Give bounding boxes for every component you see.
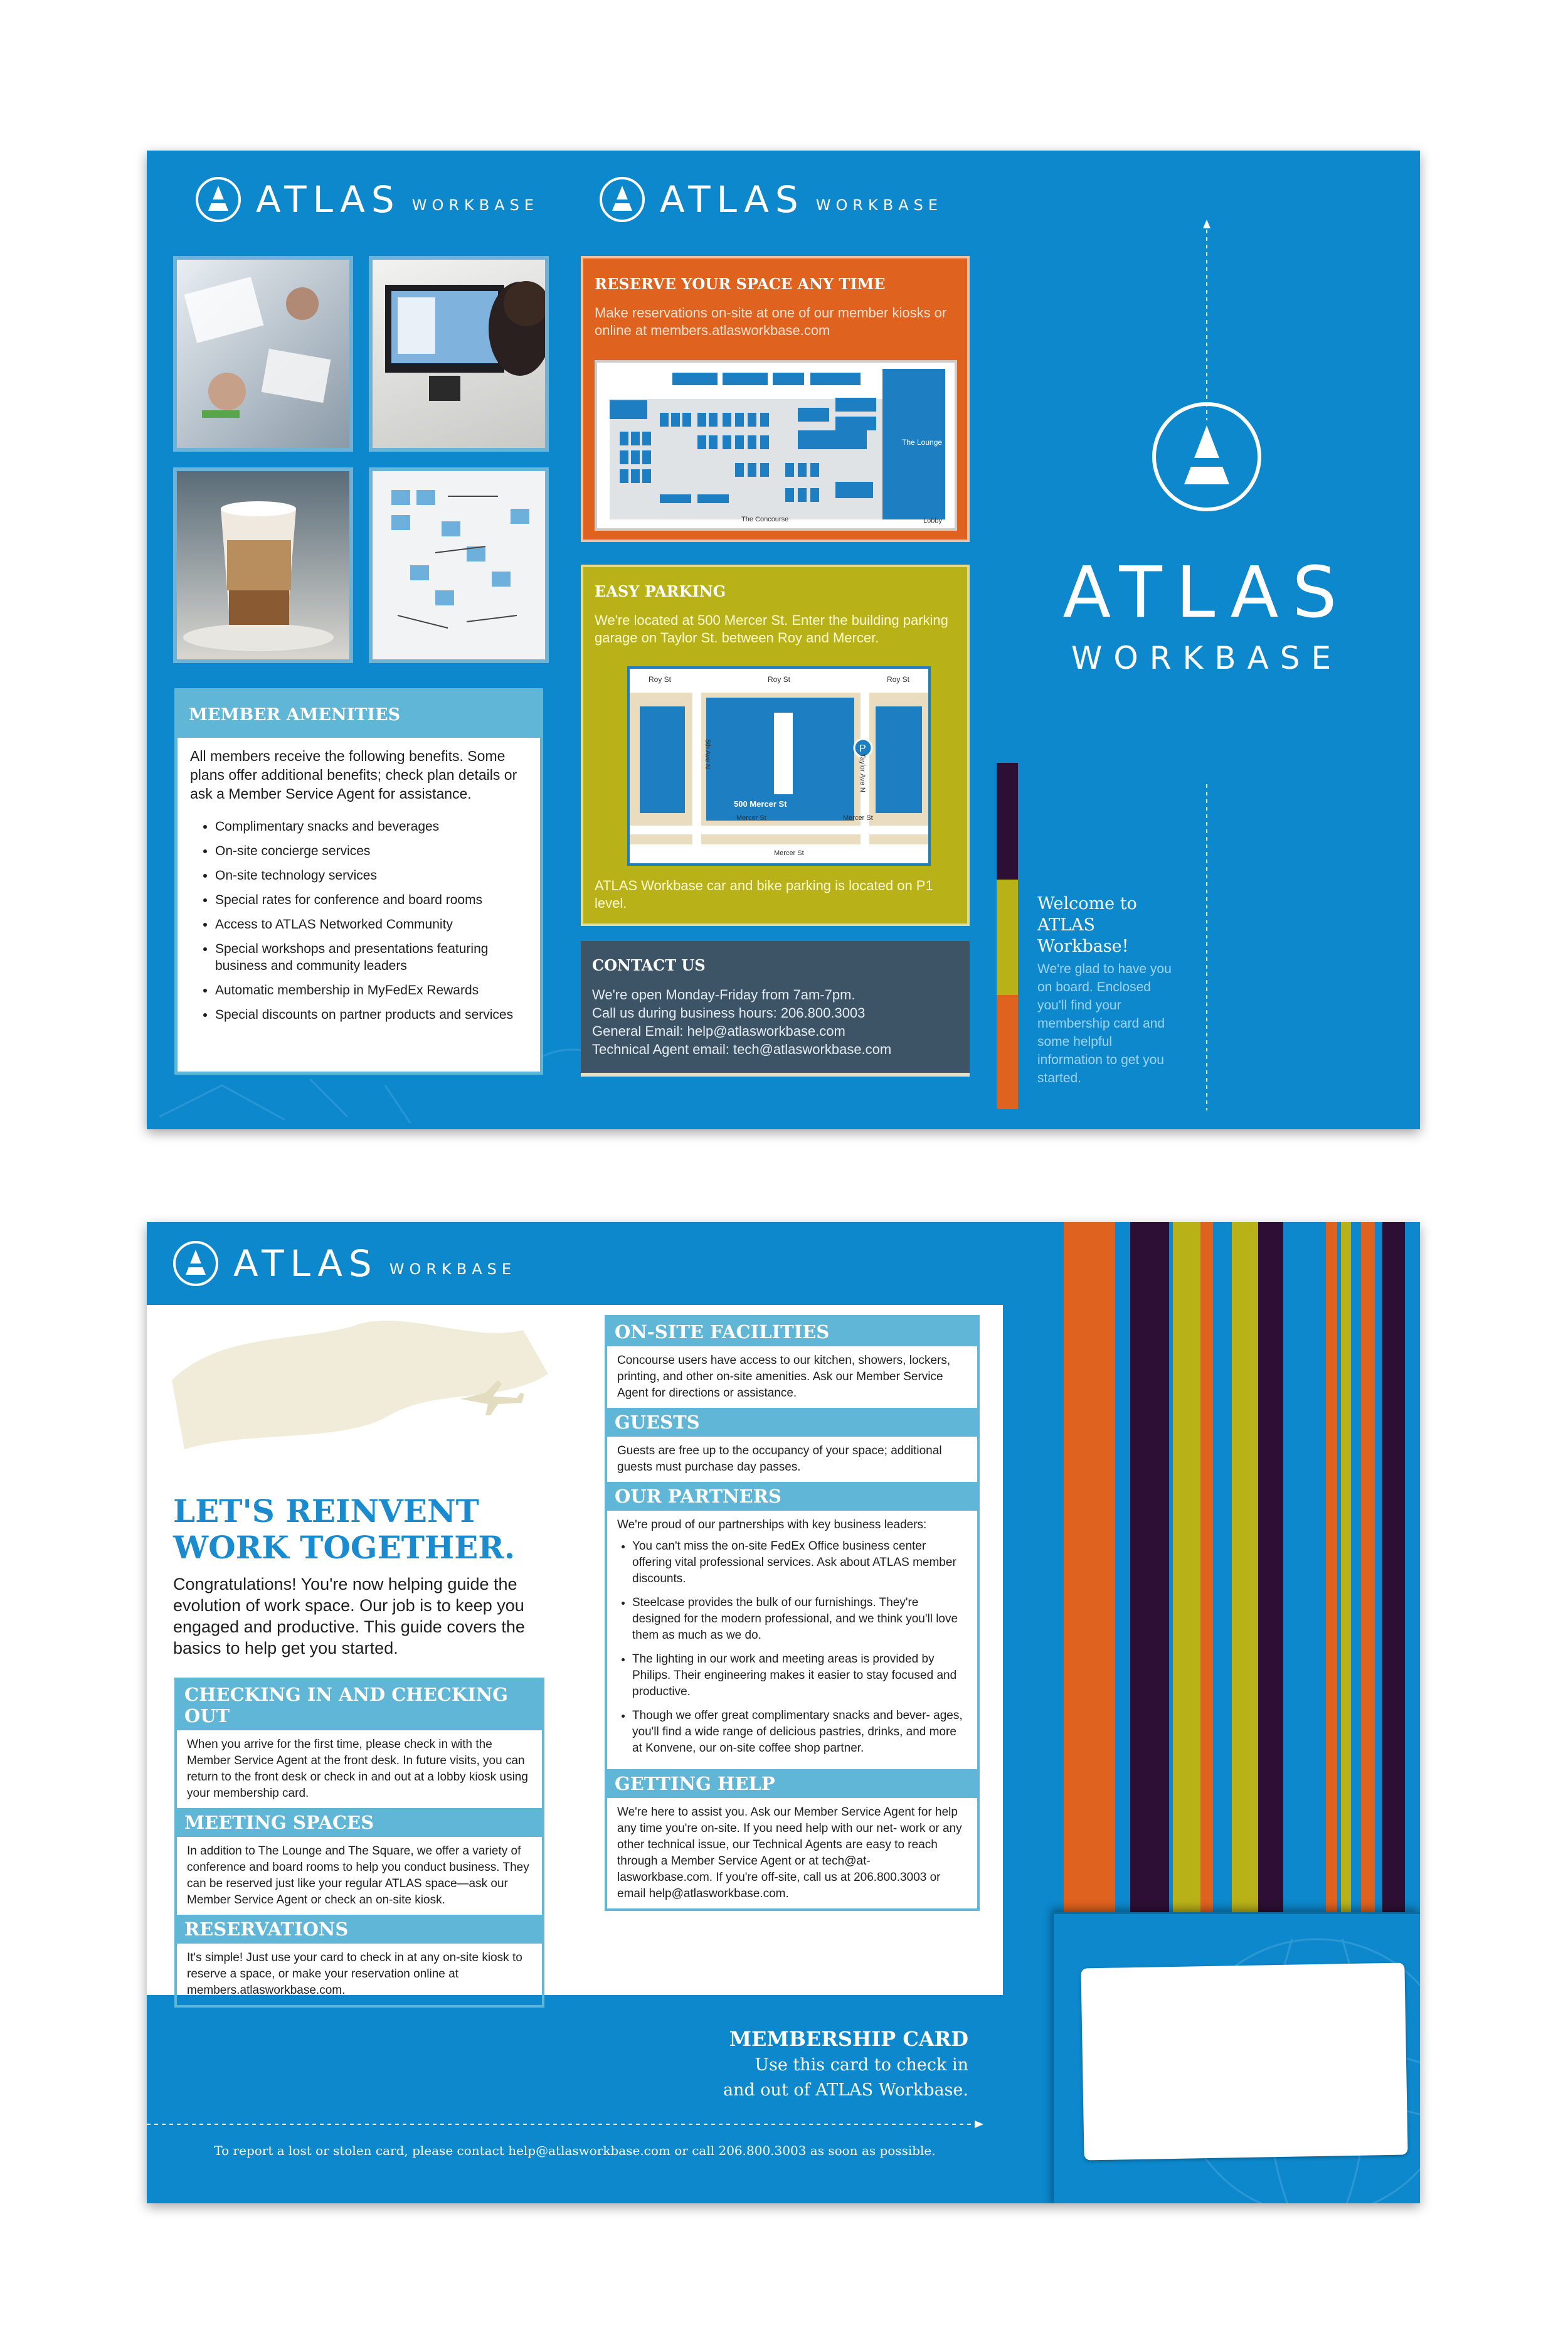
headline-line-2: WORK TOGETHER. bbox=[173, 1529, 516, 1566]
left-sections-box bbox=[174, 1678, 544, 2008]
section-text-help: We're here to assist you. Ask our Member Service Agent for help any time you're on-site. If you need help with our net- work or any other technical issue, our Technical Agents are easy to reach through a Member Service Agent or at tech@at- lasworkbase.com. If you're off-site, call us at 206.800.3003 or email help@atlasworkbase.com. bbox=[617, 1806, 962, 1900]
list-item: • Special workshops and presentations featuring business and community leaders bbox=[215, 940, 527, 974]
parking-title: EASY PARKING bbox=[595, 582, 726, 600]
contact-panel bbox=[581, 941, 970, 1077]
street-label: Mercer St bbox=[774, 849, 804, 857]
section-text-guests: Guests are free up to the occupancy of your space; additional guests must purchase day passes. bbox=[617, 1444, 942, 1474]
headline bbox=[173, 1493, 515, 1566]
floor-plan-drawing bbox=[597, 363, 955, 528]
color-bar bbox=[997, 763, 1018, 1109]
computer-photo bbox=[369, 256, 549, 452]
list-item: • You can't miss the on-site FedEx Office business center offering vital professional services. Ask about ATLAS member discounts. bbox=[632, 1538, 963, 1587]
amenities-list bbox=[177, 818, 540, 1023]
section-text-onsite: Concourse users have access to our kitchen, showers, lockers, printing, and other on-site amenities. Ask our Member Service Agent for directions or assistance. bbox=[617, 1354, 951, 1400]
lost-card-notice: To report a lost or stolen card, please contact help@atlasworkbase.com or call 206.800.3003 as soon as possible. bbox=[214, 2143, 936, 2158]
brochure-front-sheet bbox=[147, 151, 1420, 1129]
list-item: • Automatic membership in MyFedEx Rewards bbox=[215, 982, 527, 999]
section-title-reservations: RESERVATIONS bbox=[177, 1915, 542, 1944]
latte-photo bbox=[173, 467, 353, 663]
parking-footer: ATLAS Workbase car and bike parking is located on P1 level. bbox=[595, 878, 933, 911]
list-item: • Special discounts on partner products and services bbox=[215, 1006, 527, 1023]
contact-lines bbox=[581, 974, 970, 1058]
logo-wordmark: ATLAS bbox=[256, 178, 401, 221]
atlas-logo-left bbox=[194, 176, 539, 223]
meeting-photo bbox=[173, 256, 353, 452]
brochure-back-sheet bbox=[147, 1222, 1420, 2203]
logo-wordmark: ATLAS bbox=[660, 178, 805, 221]
reserve-text: Make reservations on-site at one of our member kiosks or online at members.atlasworkbase.com bbox=[595, 305, 947, 338]
street-label: Roy St bbox=[887, 675, 910, 684]
atlas-mark-icon bbox=[172, 1240, 220, 1287]
map-label-lobby: Lobby bbox=[923, 517, 942, 524]
card-pocket bbox=[1054, 1912, 1420, 2203]
amenities-header bbox=[177, 691, 540, 738]
section-title-guests: GUESTS bbox=[607, 1408, 977, 1437]
welcome-text: We're glad to have you on board. Enclosed you'll find your membership card and some helpful information to get you started. bbox=[1037, 962, 1172, 1085]
amenities-intro: All members receive the following benefits. Some plans offer additional benefits; check plan details or ask a Member Service Agent for assistance. bbox=[190, 748, 517, 802]
section-text-reservations: It's simple! Just use your card to check in at any on-site kiosk to reserve a space, or make your reservation online at members.atlasworkbase.com. bbox=[187, 1951, 522, 1997]
street-label: Mercer St bbox=[736, 814, 766, 822]
headline-line-1: LET'S REINVENT bbox=[173, 1493, 479, 1530]
parking-text: We're located at 500 Mercer St. Enter the building parking garage on Taylor St. between Roy and Mercer. bbox=[595, 612, 948, 646]
floor-plan-map bbox=[595, 360, 957, 531]
street-label: Roy St bbox=[649, 675, 672, 684]
color-bar-plum bbox=[997, 763, 1018, 880]
map-label-lounge: The Lounge bbox=[902, 438, 943, 447]
color-bar-olive bbox=[997, 880, 1018, 995]
logo-subword: WORKBASE bbox=[411, 196, 539, 214]
intro-text: Congratulations! You're now helping guide the evolution of work space. Our job is to keep you engaged and productive. This guide covers the basics to help get you started. bbox=[173, 1575, 525, 1658]
street-label: Roy St bbox=[768, 675, 791, 684]
atlas-mark-icon bbox=[194, 176, 242, 223]
section-text-partners: We're proud of our partnerships with key business leaders: bbox=[617, 1518, 927, 1531]
section-text-meeting: In addition to The Lounge and The Square, we offer a variety of conference and board rooms to help you conduct business. They can be reserved just like your regular ATLAS space—ask our Member Service Agent or check an on-site kiosk. bbox=[187, 1844, 529, 1907]
color-bar-orange bbox=[997, 995, 1018, 1109]
list-item: • The lighting in our work and meeting areas is provided by Philips. Their engineering makes it easier to stay focused and productive. bbox=[632, 1651, 963, 1700]
list-item: • On-site technology services bbox=[215, 867, 527, 884]
logo-subword: WORKBASE bbox=[815, 196, 943, 214]
content-area bbox=[147, 1305, 1003, 1995]
membership-card-line-2: and out of ATLAS Workbase. bbox=[723, 2080, 968, 2100]
list-item: • Complimentary snacks and beverages bbox=[215, 818, 527, 835]
section-text-checkin: When you arrive for the first time, please check in with the Member Service Agent at the front desk. In future visits, you can return to the front desk or check in and out at a lobby kiosk using your membership card. bbox=[187, 1738, 528, 1800]
atlas-mark-icon bbox=[598, 176, 646, 223]
list-item: • Access to ATLAS Networked Community bbox=[215, 916, 527, 933]
membership-card-title: MEMBERSHIP CARD bbox=[729, 2027, 968, 2051]
address-label: 500 Mercer St bbox=[734, 799, 787, 809]
street-label: Mercer St bbox=[843, 814, 873, 822]
dashed-arrow-line bbox=[147, 2119, 987, 2129]
whiteboard-photo-art bbox=[373, 471, 545, 659]
contact-general-email: General Email: help@atlasworkbase.com bbox=[592, 1023, 845, 1039]
parking-map-drawing bbox=[630, 669, 928, 863]
contact-tech-email: Technical Agent email: tech@atlasworkbase.com bbox=[592, 1041, 892, 1057]
computer-photo-art bbox=[373, 260, 545, 448]
contact-title: CONTACT US bbox=[592, 956, 706, 974]
cover-title: ATLAS bbox=[1062, 552, 1351, 634]
reserve-panel bbox=[581, 256, 970, 542]
logo-subword: WORKBASE bbox=[389, 1260, 517, 1278]
map-label-concourse: The Concourse bbox=[741, 516, 789, 523]
cover-atlas-mark-icon bbox=[1150, 400, 1263, 513]
contact-phone: Call us during business hours: 206.800.3003 bbox=[592, 1005, 866, 1021]
reserve-title: RESERVE YOUR SPACE ANY TIME bbox=[595, 275, 886, 293]
list-item: • Though we offer great complimentary snacks and bever- ages, you'll find a wide range of delicious pastries, drinks, and more at Konvene, our on-site coffee shop partner. bbox=[632, 1708, 963, 1757]
parking-map bbox=[627, 666, 931, 866]
contact-hours: We're open Monday-Friday from 7am-7pm. bbox=[592, 987, 856, 1003]
welcome-title: Welcome to ATLAS Workbase! bbox=[1037, 894, 1137, 956]
parking-panel bbox=[581, 565, 970, 926]
cover-subtitle: WORKBASE bbox=[1071, 640, 1343, 676]
atlas-logo-back bbox=[172, 1240, 516, 1287]
membership-card-line-1: Use this card to check in bbox=[755, 2055, 968, 2075]
world-map-watermark bbox=[147, 1305, 586, 1468]
section-title-checkin: CHECKING IN AND CHECKING OUT bbox=[177, 1680, 542, 1730]
membership-card-info bbox=[586, 2025, 968, 2103]
section-title-help: GETTING HELP bbox=[607, 1769, 977, 1798]
section-title-onsite: ON-SITE FACILITIES bbox=[607, 1317, 977, 1346]
section-title-partners: OUR PARTNERS bbox=[607, 1482, 977, 1511]
list-item: • Steelcase provides the bulk of our furnishings. They're designed for the modern professional, and we think you'll love them as much as we do. bbox=[632, 1595, 963, 1644]
latte-photo-art bbox=[177, 471, 349, 659]
section-title-meeting: MEETING SPACES bbox=[177, 1808, 542, 1837]
street-label: 5th Ave N bbox=[703, 739, 711, 769]
atlas-logo-center bbox=[598, 176, 943, 223]
right-sections-box bbox=[605, 1315, 980, 1911]
list-item: • On-site concierge services bbox=[215, 843, 527, 859]
amenities-title: MEMBER AMENITIES bbox=[189, 705, 401, 725]
logo-wordmark: ATLAS bbox=[233, 1242, 378, 1285]
meeting-photo-art bbox=[177, 260, 349, 448]
whiteboard-photo bbox=[369, 467, 549, 663]
list-item: • Special rates for conference and board rooms bbox=[215, 891, 527, 908]
partners-list bbox=[607, 1533, 977, 1769]
membership-card-slot[interactable] bbox=[1081, 1963, 1407, 2161]
member-amenities-panel bbox=[174, 688, 543, 1075]
street-label: Taylor Ave N bbox=[858, 753, 866, 792]
svg-text:P: P bbox=[859, 743, 866, 754]
